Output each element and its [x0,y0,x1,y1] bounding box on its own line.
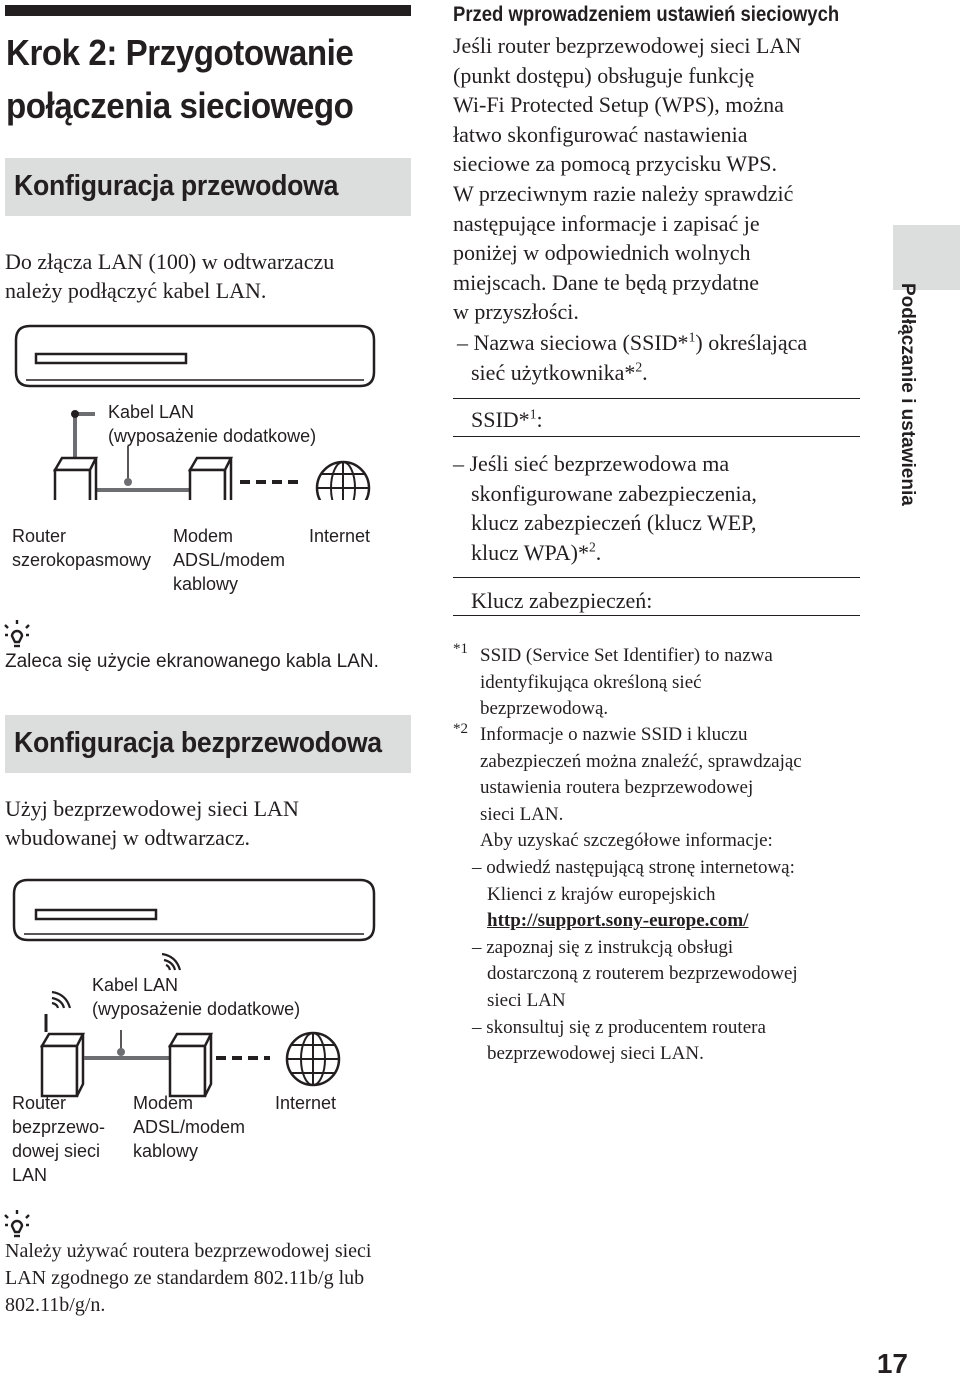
ssid-field-top-rule [453,398,860,399]
wireless-cable-label: Kabel LAN (wyposażenie dodatkowe) [92,975,301,1019]
footnote-1-mark: *1 [453,641,468,657]
wired-router-label: Router szerokopasmowy [12,526,152,570]
side-tab-label: Podłączanie i ustawienia [897,283,918,506]
page-number: 17 [876,1348,908,1379]
footnote-2-bullets: – odwiedź następującą stronę internetową: Klienci z krajów europejskich http://support.sony-europe.com/ – zapoznaj się z instrukcją obsługi dostarczoną z routerem bezprzewodowej sieci LAN – skonsultuj się z producentem routera bezprzewodowej sieci LAN. [472,857,798,1065]
wired-cable-label: Kabel LAN (wyposażenie dodatkowe) [108,402,317,446]
side-tab-marker [893,225,960,290]
globe-icon [317,462,369,500]
wired-heading: Konfiguracja przewodowa [14,170,339,202]
lightbulb-tip-icon [4,620,30,650]
cable-pointer-dot [124,478,132,486]
wired-intro: Do złącza LAN (100) w odtwarzaczu należy podłączyć kabel LAN. [5,249,335,303]
wireless-router-label: Router bezprzewo- dowej sieci LAN [12,1093,106,1185]
ssid-field-bottom-rule [453,436,860,437]
wireless-signal-icon [162,954,180,970]
wired-internet-label: Internet [309,526,371,546]
ssid-field-label: SSID*$^1$: [471,406,543,432]
key-field-bottom-rule [453,615,860,616]
wireless-intro: Użyj bezprzewodowej sieci LAN wbudowanej w odtwarzacz. [5,796,299,850]
wireless-tip: Należy używać routera bezprzewodowej sieci LAN zgodnego ze standardem 802.11b/g lub 802.11b/g/n. [5,1240,372,1316]
wireless-heading: Konfiguracja bezprzewodowa [14,727,382,759]
network-intro-paragraph: Jeśli router bezprzewodowej sieci LAN (punkt dostępu) obsługuje funkcję Wi-Fi Protected Setup (WPS), można łatwo skonfigurować nastawienia sieciowe za pomocą przycisku WPS. W przeciwnym razie należy sprawdzić następujące informacje i zapisać je poniżej w odpowiednich wolnych miejscach. Dane te będą przydatne w przyszłości. [453,33,802,325]
router-box-illustration [55,458,96,500]
player-device-illustration [14,880,374,940]
wireless-modem-label: Modem ADSL/modem kablowy [133,1093,246,1161]
cable-pointer-dot [117,1048,125,1056]
modem-box-illustration [190,458,231,500]
wired-tip: Zaleca się użycie ekranowanego kabla LAN. [5,651,379,672]
lightbulb-tip-icon [4,1210,30,1240]
ssid-bullet: – Nazwa sieciowa (SSID*$^1$) określająca sieć użytkownika*$^2$. [457,329,808,385]
globe-icon [287,1033,339,1085]
network-settings-heading: Przed wprowadzeniem ustawień sieciowych [453,3,840,26]
sony-support-link[interactable]: http://support.sony-europe.com/ [487,910,749,932]
footnote-2-mark: *2 [453,721,468,737]
key-field-label: Klucz zabezpieczeń: [471,588,653,613]
footnote-1: SSID (Service Set Identifier) to nazwa identyfikująca określoną sieć bezprzewodową. [480,645,773,720]
key-field-top-rule [453,577,860,578]
router-box-illustration [42,1034,83,1096]
page-title: Krok 2: Przygotowanie połączenia sieciowego [6,32,354,126]
wireless-signal-icon [52,992,70,1008]
wired-modem-label: Modem ADSL/modem kablowy [173,526,286,594]
cable-connector [71,410,79,418]
modem-box-illustration [170,1034,211,1096]
footnote-2: Informacje o nazwie SSID i kluczu zabezpieczeń można znaleźć, sprawdzając ustawienia routera bezprzewodowej sieci LAN. Aby uzyskać szczegółowe informacje: [480,724,802,852]
top-rule [5,5,411,16]
player-device-illustration [16,326,374,386]
wireless-internet-label: Internet [275,1093,337,1113]
security-key-bullet: – Jeśli sieć bezprzewodowa ma skonfigurowane zabezpieczenia, klucz zabezpieczeń (klucz WEP, klucz WPA)*$^2$. [453,451,757,565]
